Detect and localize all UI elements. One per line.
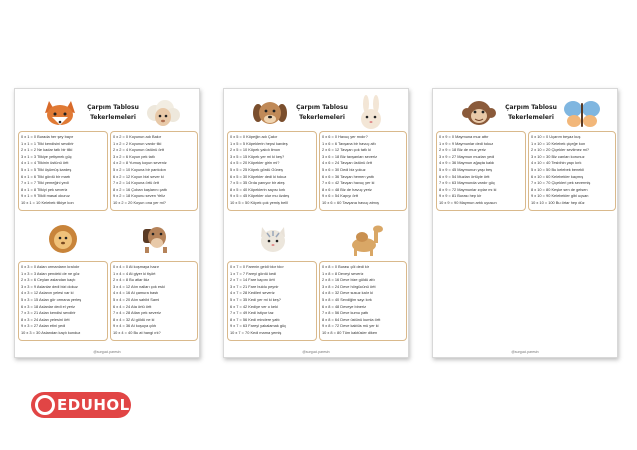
table-line: 1 x 2 = 2 Koyunun vardır tiki (113, 140, 162, 146)
table-line: 5 x 1 = 5 Tilki üşümüş kardeş (21, 166, 72, 172)
logo-ring-icon (35, 395, 55, 415)
table-line: 2 x 3 = 6 Ceylan aslandan kaçtı (21, 277, 76, 283)
table-line: 8 x 8 = 64 Deve üstünü kumla örtt (322, 316, 381, 322)
worksheet-page-2 (223, 88, 409, 358)
table-line: 9 x 9 = 81 Burası hep kir (439, 193, 482, 199)
table-line: 2 x 6 = 12 Tavşan çok tatlı ki (322, 147, 371, 153)
table-8 (319, 261, 407, 341)
table-line: 6 x 9 = 54 Muzları örtüyle örtt (439, 173, 490, 179)
table-line: 5 x 3 = 15 Aslan gör ormana yerleş (21, 296, 82, 302)
table-4 (110, 261, 198, 341)
title-line-2: Tekerlemeleri (299, 114, 345, 121)
table-7 (227, 261, 317, 341)
table-line: 8 x 7 = 56 Kedi mindere yattı (230, 316, 280, 322)
table-line: 3 x 9 = 27 Maymun muzları yedi (439, 153, 495, 159)
table-line: 0 x 9 = 0 Maymuna muz attır (439, 134, 489, 139)
table-line: 10 x 7 = 70 Kedi mama yemiş (230, 329, 282, 335)
table-line: 1 x 6 = 6 Tavşana bir havuç altı (322, 140, 376, 146)
table-line: 6 x 6 = 36 Tavşan hemen yattı (322, 173, 374, 179)
sheep-icon (143, 97, 183, 131)
table-line: 0 x 4 = 0 At koşmaya hazır (113, 264, 159, 269)
table-line: 4 x 4 = 16 At çamura bastı (113, 290, 159, 296)
table-line: 2 x 2 = 4 Koyunun üstünü örtt (113, 147, 164, 153)
table-line: 3 x 10 = 30 Biz canları korunuz (531, 153, 585, 159)
table-line: 9 x 7 = 63 Fareyi yakalamak güç (230, 323, 287, 329)
table-line: 10 x 4 = 40 Bu at hangi ırk? (113, 329, 161, 335)
eduhol-logo (31, 392, 131, 418)
table-line: 6 x 3 = 18 Aslanlar dedi el yeriz (21, 303, 75, 309)
logo-text: EDUHOL (57, 396, 130, 414)
table-line: 3 x 5 = 15 Köpek yer mi ki keş? (230, 153, 285, 159)
table-line: 4 x 6 = 24 Tavşan üstünü örtt (322, 160, 372, 166)
lion-icon (47, 223, 79, 255)
table-line: 10 x 5 = 50 Köpek çok yemiş bellî (230, 199, 289, 205)
table-line: 6 x 4 = 24 Ata örtü örtt (113, 303, 152, 309)
table-line: 6 x 1 = 6 Tilki gördü bir martı (21, 173, 71, 179)
table-line: 9 x 6 = 54 Kapıyı örtt (322, 193, 359, 199)
monkey-icon (461, 97, 497, 131)
title-line-1: Çarpım Tablosu (505, 104, 557, 111)
table-line: 5 x 5 = 25 Köpek gördü Güneş (230, 166, 283, 172)
page-footer: @surguci.paresin (93, 350, 121, 354)
table-line: 5 x 7 = 35 Kedi yer mi ki keş? (230, 296, 281, 302)
table-10 (528, 131, 616, 211)
table-1 (18, 131, 108, 211)
table-line: 6 x 2 = 12 Koyun bizi sever ki (113, 173, 164, 179)
table-line: 5 x 9 = 45 Maymunun yaşı beş (439, 166, 493, 172)
table-line: 5 x 4 = 20 Atın sahibi Sami (113, 296, 160, 302)
table-line: 7 x 7 = 49 Kedi istiyor taz (230, 310, 274, 316)
table-line: 5 x 8 = 40 Sevdiğim sayı kırk (322, 296, 372, 302)
table-line: 7 x 4 = 28 Atları pek severiz (113, 310, 161, 316)
table-line: 6 x 7 = 42 Kediye ver o keki (230, 303, 278, 309)
cat-icon (258, 223, 288, 255)
table-line: 0 x 2 = 0 Koyunun adı Bakır (113, 134, 162, 139)
page-title (83, 103, 143, 123)
table-line: 2 x 5 = 10 Köpek yalıdı limon (230, 147, 281, 153)
table-9 (436, 131, 526, 211)
table-line: 3 x 8 = 24 Deve hörgücünü örtt (322, 283, 376, 289)
table-line: 7 x 5 = 35 Orda yanıyor bir ateş (230, 180, 285, 186)
title-line-2: Tekerlemeleri (508, 114, 554, 121)
title-line-1: Çarpım Tablosu (87, 104, 139, 111)
table-line: 7 x 3 = 21 Aslan kendisi sevdirir (21, 310, 76, 316)
table-line: 1 x 7 = 7 Fareyi gördü kedi (230, 270, 277, 276)
table-line: 8 x 3 = 24 Aslan yelesini örtt (21, 316, 70, 322)
table-line: 4 x 9 = 36 Maymun ağaçta kaldı (439, 160, 495, 166)
table-line: 3 x 4 = 12 Atın nalları çok eski (113, 283, 165, 289)
table-line: 8 x 6 = 48 Biz de havuç yeriz (322, 186, 372, 192)
table-line: 6 x 10 = 60 Kelebekler kaçmış (531, 173, 584, 179)
table-line: 5 x 10 = 50 Bu kelebek benekli (531, 166, 585, 172)
table-line: 4 x 5 = 20 Köpekler girin mi? (230, 160, 280, 166)
table-line: 8 x 1 = 8 Tilkiyi pek severiz (21, 186, 68, 192)
table-line: 4 x 8 = 32 Deve susuz kalır ki (322, 290, 373, 296)
horse-icon (139, 223, 173, 255)
table-line: 1 x 1 = 1 Tilki kendisini sevdirir (21, 140, 74, 146)
table-line: 2 x 10 = 20 Çiçekler sevilmez mi? (531, 147, 590, 153)
table-line: 6 x 8 = 48 Deveye bineriz (322, 303, 367, 309)
table-line: 1 x 8 = 8 Deveyi severiz (322, 270, 364, 276)
rabbit-icon (356, 95, 386, 131)
table-5 (227, 131, 317, 211)
table-line: 4 x 1 = 4 Tilkinin üstünü örtt (21, 160, 69, 166)
page-footer: @surguci.paresin (302, 350, 330, 354)
table-6 (319, 131, 407, 211)
table-line: 7 x 9 = 63 Maymunda vardır güç (439, 180, 495, 186)
table-line: 7 x 2 = 14 Koyuna örtü örtt (113, 180, 159, 186)
table-line: 3 x 2 = 6 Koyun pek tatlı (113, 153, 155, 159)
table-line: 7 x 6 = 42 Tavşan havuç yer ki (322, 180, 375, 186)
table-line: 0 x 8 = 0 Burası çöl dedi kir (322, 264, 370, 269)
table-line: 7 x 8 = 56 Deve kumu yattı (322, 310, 369, 316)
table-line: 0 x 3 = 0 Aslan ormanların kralıdır (21, 264, 80, 269)
table-line: 0 x 6 = 0 Havuç yer mıdır? (322, 134, 368, 139)
table-line: 3 x 7 = 21 Fare buldu peynir (230, 283, 279, 289)
table-line: 9 x 3 = 27 Aslan etini yedi (21, 323, 66, 329)
page-title (292, 103, 352, 123)
table-line: 4 x 2 = 8 Yumuş koyun seveniz (113, 160, 167, 166)
table-line: 7 x 10 = 70 Çiçekleri pek severmiş (531, 180, 591, 186)
table-line: 2 x 4 = 8 Bu atlar ikiz (113, 277, 150, 283)
table-line: 3 x 3 = 9 Aslanlar dedi bizi dokuz (21, 283, 78, 289)
camel-icon (348, 223, 384, 257)
table-line: 9 x 5 = 45 Köpekler olur mu özdeş (230, 193, 290, 199)
table-line: 8 x 9 = 72 Maymunlar zıplar mı ki (439, 186, 497, 192)
table-line: 9 x 8 = 72 Deve kaktüs mü yer ki (322, 323, 379, 329)
table-line: 8 x 2 = 16 Çoban kaşlarını çattı (113, 186, 167, 192)
table-line: 5 x 2 = 10 Koyuna bir pantolon (113, 166, 166, 172)
page-title (501, 103, 561, 123)
table-3 (18, 261, 108, 341)
table-line: 0 x 1 = 0 Burada her şey bayır (21, 134, 74, 139)
table-line: 0 x 10 = 0 Uçarım beyaz kuş (531, 134, 581, 139)
table-line: 1 x 10 = 10 Kelebek çiçeğe kon (531, 140, 586, 146)
table-line: 2 x 7 = 14 Fare kapını örtt (230, 277, 275, 283)
table-line: 10 x 3 = 30 Aslandan kaçtı kunduz (21, 329, 81, 335)
table-line: 10 x 9 = 90 Maymun artık uyusun (439, 199, 497, 205)
table-line: 5 x 6 = 30 Dedi biz yokuz (322, 166, 366, 172)
table-line: 2 x 1 = 2 Ne kadar tatlı bir tilki (21, 147, 73, 153)
table-line: 4 x 3 = 12 Aslanın yelesi var ki (21, 290, 74, 296)
table-line: 3 x 1 = 3 Tilkiye yetişmek güç (21, 153, 72, 159)
table-line: 7 x 1 = 7 Tilki yemeğini yedi (21, 180, 69, 186)
table-line: 10 x 10 = 100 Bu örtar hep düz (531, 199, 585, 205)
title-line-2: Tekerlemeleri (90, 114, 136, 121)
table-line: 2 x 8 = 16 Deve bize güldü attı (322, 277, 375, 283)
fox-icon (41, 97, 79, 131)
table-line: 9 x 10 = 90 Kelebekler gibi uçsan (531, 193, 589, 199)
table-line: 10 x 1 = 10 Kelebek tilkiye kon (21, 199, 74, 205)
butterfly-icon (563, 97, 601, 131)
table-line: 0 x 5 = 0 Köpeğin adı Çakır (230, 134, 278, 139)
table-line: 10 x 2 = 20 Koyun ona yer mi? (113, 199, 166, 205)
table-line: 9 x 1 = 9 Tilkili masal okuruz (21, 193, 70, 199)
table-line: 10 x 6 = 60 Tavşana havuç atmış (322, 199, 379, 205)
table-line: 4 x 10 = 40 Tesbihin yapı kırk (531, 160, 582, 166)
table-line: 1 x 9 = 9 Maymunlar dedi tokuz (439, 140, 494, 146)
table-line: 0 x 7 = 0 Farenin geldi tıkır tıkır (230, 264, 284, 269)
table-2 (110, 131, 198, 211)
table-line: 2 x 9 = 18 Biz de muz yeriz (439, 147, 486, 153)
table-line: 3 x 6 = 18 Biz tavşanları severiz (322, 153, 378, 159)
worksheet-page-3 (432, 88, 618, 358)
table-line: 4 x 7 = 28 Kedileri severiz (230, 290, 275, 296)
worksheet-page-1 (14, 88, 200, 358)
table-line: 6 x 5 = 30 Köpekler dedi ki tokuz (230, 173, 287, 179)
page-footer: @surguci.paresin (511, 350, 539, 354)
table-line: 9 x 4 = 36 At koşuya çıktı (113, 323, 157, 329)
table-line: 10 x 8 = 80 Tüm kaktüsler diken (322, 329, 378, 335)
table-line: 8 x 5 = 40 Köpeklerin sayısı kırk (230, 186, 286, 192)
title-line-1: Çarpım Tablosu (296, 104, 348, 111)
dog-icon (252, 97, 288, 131)
table-line: 1 x 5 = 5 Köpeklerin hepsi kardeş (230, 140, 288, 146)
table-line: 1 x 3 = 3 Aslan pendeki de ne göz (21, 270, 80, 276)
table-line: 8 x 10 = 80 Keşke sen de gelsen (531, 186, 588, 192)
table-line: 9 x 2 = 18 Koyunu seven Yeliz (113, 193, 166, 199)
table-line: 1 x 4 = 4 At giyer ki tişört (113, 270, 156, 276)
table-line: 8 x 4 = 32 Al göldü ne ki (113, 316, 155, 322)
